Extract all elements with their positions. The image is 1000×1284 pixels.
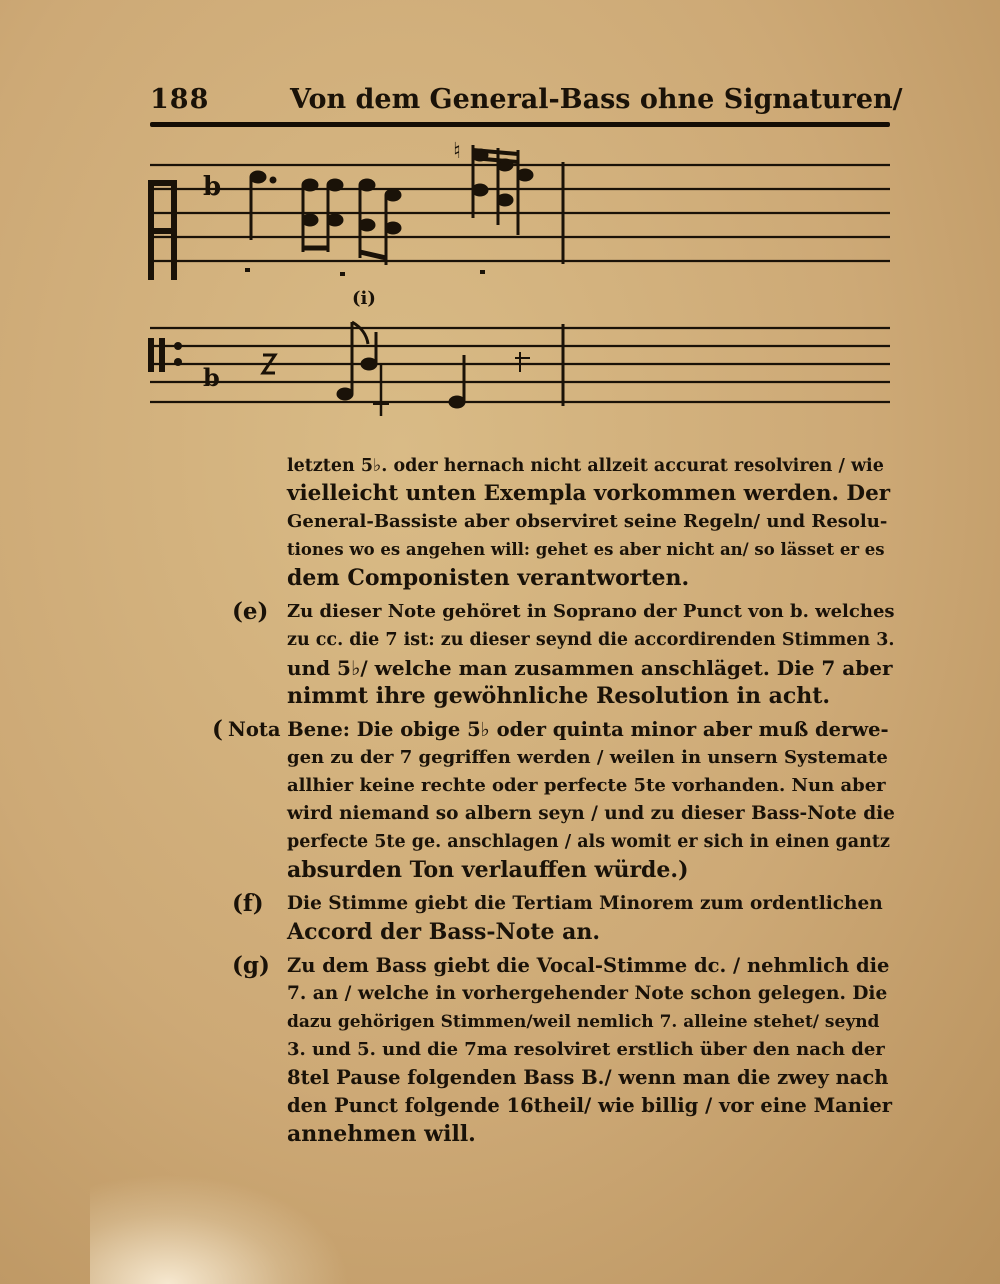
text-line: Zu dem Bass giebt die Vocal-Stimme dc. / nehmlich die bbox=[287, 954, 890, 977]
text-line: vielleicht unten Exempla vorkommen werden. Der bbox=[287, 481, 891, 506]
paragraph-marker: (e) bbox=[232, 598, 269, 625]
text-line: 7. an / welche in vorhergehender Note schon gelegen. Die bbox=[287, 983, 888, 1004]
text-line: dazu gehörigen Stimmen/weil nemlich 7. alleine stehet/ seynd bbox=[287, 1012, 880, 1032]
text-line: dem Componisten verantworten. bbox=[287, 565, 690, 591]
text-line: gen zu der 7 gegriffen werden / weilen in unsern Systemate bbox=[287, 747, 888, 768]
paragraph-marker: ( bbox=[212, 716, 223, 743]
treble-notes bbox=[203, 140, 563, 276]
text-line: und 5♭/ welche man zusammen anschläget. Die 7 aber bbox=[287, 656, 893, 680]
music-annotation: (i) bbox=[352, 288, 376, 309]
text-line: General-Bassiste aber observiret seine Regeln/ und Resolu- bbox=[287, 511, 888, 532]
treble-clef-mark bbox=[148, 180, 177, 280]
text-line: 8tel Pause folgenden Bass B./ wenn man die zwey nach bbox=[287, 1066, 889, 1089]
text-line: perfecte 5te ge. anschlagen / als womit er sich in einen gantz bbox=[287, 832, 890, 852]
text-line: wird niemand so albern seyn / und zu dieser Bass-Note die bbox=[287, 803, 895, 824]
music-notation bbox=[145, 140, 895, 420]
text-line: allhier keine rechte oder perfecte 5te vorhanden. Nun aber bbox=[287, 775, 886, 796]
paragraph-marker: (f) bbox=[232, 890, 264, 917]
text-line: Die Stimme giebt die Tertiam Minorem zum ordentlichen bbox=[287, 893, 883, 914]
paragraph-marker: (g) bbox=[232, 952, 270, 979]
text-line: letzten 5♭. oder hernach nicht allzeit accurat resolviren / wie bbox=[287, 456, 884, 476]
text-line: 3. und 5. und die 7ma resolviret erstlich über den nach der bbox=[287, 1039, 885, 1060]
svg-text:b: b bbox=[203, 363, 220, 392]
text-line: den Punct folgende 16theil/ wie billig / vor eine Manier bbox=[287, 1094, 893, 1117]
text-line: Nota Bene: Die obige 5♭ oder quinta minor aber muß derwe- bbox=[228, 718, 889, 741]
text-line: annehmen will. bbox=[287, 1121, 476, 1147]
music-example bbox=[145, 140, 895, 420]
svg-text:b: b bbox=[203, 172, 222, 202]
text-line: Accord der Bass-Note an. bbox=[287, 919, 601, 945]
page-number: 188 bbox=[150, 84, 210, 115]
running-header bbox=[150, 82, 903, 122]
svg-text:♮: ♮ bbox=[453, 140, 461, 164]
text-line: tiones wo es angehen will: gehet es aber nicht an/ so lässet er es bbox=[287, 540, 885, 559]
text-line: nimmt ihre gewöhnliche Resolution in acht. bbox=[287, 683, 831, 709]
header-rule bbox=[150, 122, 890, 127]
text-line: zu cc. die 7 ist: zu dieser seynd die accordirenden Stimmen 3. bbox=[287, 630, 895, 650]
text-line: Zu dieser Note gehöret in Soprano der Punct von b. welches bbox=[287, 601, 895, 622]
running-title: Von dem General-Bass ohne Signaturen/ bbox=[290, 84, 903, 115]
text-line: absurden Ton verlauffen würde.) bbox=[287, 857, 689, 883]
page-light-spot bbox=[90, 1174, 350, 1284]
